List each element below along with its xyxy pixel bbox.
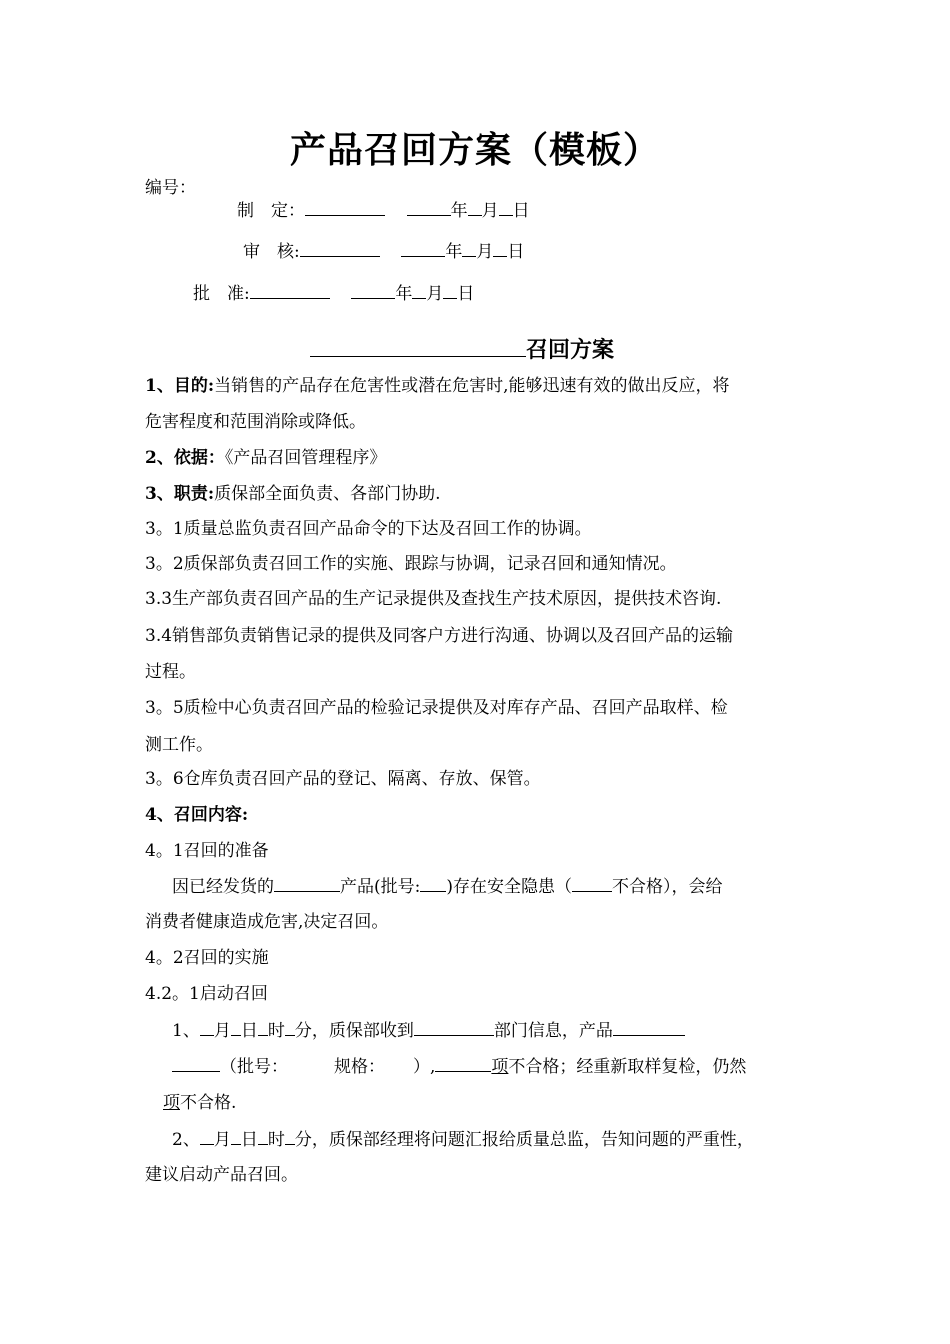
day-label: 日: [457, 284, 475, 304]
section-3-label: 3、职责:: [145, 484, 215, 504]
review-row: [243, 239, 524, 264]
item-3-4-line-2: 过程。: [145, 662, 196, 682]
made-day-blank: [499, 198, 513, 216]
approve-row: [193, 281, 474, 306]
hour-blank: [258, 1127, 268, 1145]
day-blank: [231, 1127, 241, 1145]
section-2-label: 2、依据：: [145, 448, 225, 468]
section-1-text: 当销售的产品存在危害性或潜在危害时,能够迅速有效的做出反应，将: [214, 376, 730, 396]
hour-label: 时: [267, 1130, 285, 1150]
items-label: 项: [491, 1057, 509, 1077]
section-4-label: 4、召回内容:: [145, 805, 249, 825]
section-3-text: 质保部全面负责、各部门协助.: [214, 484, 441, 504]
item-4-1: 4。1召回的准备: [145, 841, 269, 861]
day-label: 日: [240, 1130, 258, 1150]
item-3-4-line-1: 3.4销售部负责销售记录的提供及同客户方进行沟通、协调以及召回产品的运输: [145, 626, 734, 646]
section-2: [145, 446, 386, 470]
review-day-blank: [493, 239, 507, 257]
step-2-number: 2、: [172, 1130, 200, 1150]
number-label: 编号：: [145, 178, 196, 198]
product-blank: [274, 874, 340, 892]
step-1-line-2: [172, 1054, 746, 1079]
item-4-2: 4。2召回的实施: [145, 948, 269, 968]
section-1-label: 1、目的:: [145, 376, 215, 396]
year-label: 年: [450, 201, 468, 221]
prep-line-2: 消费者健康造成危害,决定召回。: [145, 912, 389, 932]
review-month-blank: [462, 239, 476, 257]
item-3-6: 3。6仓库负责召回产品的登记、隔离、存放、保管。: [145, 769, 541, 789]
month-label: 月: [481, 201, 499, 221]
item-4-2-1: 4.2。1启动召回: [145, 984, 268, 1004]
document-title: 产品召回方案（模板）: [289, 129, 660, 171]
day-label: 日: [507, 242, 525, 262]
month-label: 月: [213, 1130, 231, 1150]
step-2-line-2: 建议启动产品召回。: [145, 1165, 298, 1185]
prep-text-b: 产品(批号:: [340, 877, 421, 897]
step-1-line-1: [172, 1018, 685, 1043]
section-2-text: 《产品召回管理程序》: [224, 448, 387, 468]
minute-blank: [285, 1018, 295, 1036]
step-1-text-a: 分，质保部收到: [294, 1021, 414, 1041]
prep-text-d: 不合格），会给: [612, 877, 723, 897]
hour-blank: [258, 1018, 268, 1036]
prep-text-a: 因已经发货的: [172, 877, 274, 897]
made-label: 制 定：: [237, 201, 305, 221]
section-3: [145, 482, 441, 506]
step-2-text: 分，质保部经理将问题汇报给质量总监，告知问题的严重性，: [294, 1130, 754, 1150]
step-1-line-3: [163, 1091, 236, 1115]
approve-year-blank: [351, 281, 395, 299]
month-label: 月: [426, 284, 444, 304]
step-1-text-c: 不合格；经重新取样复检，仍然: [508, 1057, 747, 1077]
step-1-number: 1、: [172, 1021, 200, 1041]
department-blank: [414, 1018, 494, 1036]
paren-close: ）,: [413, 1057, 436, 1077]
month-label: 月: [213, 1021, 231, 1041]
approve-day-blank: [443, 281, 457, 299]
section-1-line-1: [145, 374, 730, 398]
item-3-5-line-2: 测工作。: [145, 735, 213, 755]
approve-signature-blank: [250, 281, 330, 299]
items-label: 项: [163, 1093, 180, 1113]
item-3-2: 3。2质保部负责召回工作的实施、跟踪与协调，记录召回和通知情况。: [145, 554, 677, 574]
batch-blank: [420, 874, 446, 892]
year-label: 年: [395, 284, 413, 304]
approve-month-blank: [412, 281, 426, 299]
step-1-text-d: 不合格.: [180, 1093, 237, 1113]
item-3-3: 3.3生产部负责召回产品的生产记录提供及查找生产技术原因，提供技术咨询.: [145, 589, 722, 609]
items-blank: [435, 1054, 491, 1072]
review-signature-blank: [300, 239, 380, 257]
product-blank: [613, 1018, 685, 1036]
plan-subtitle: [310, 334, 614, 365]
made-signature-blank: [305, 198, 385, 216]
made-year-blank: [407, 198, 451, 216]
product-name-blank: [310, 334, 526, 357]
review-label: 审 核:: [243, 242, 300, 262]
made-row: [237, 198, 530, 223]
day-label: 日: [240, 1021, 258, 1041]
day-blank: [231, 1018, 241, 1036]
item-3-5-line-1: 3。5质检中心负责召回产品的检验记录提供及对库存产品、召回产品取样、检: [145, 698, 728, 718]
subtitle-text: 召回方案: [526, 337, 615, 363]
product-blank-cont: [172, 1054, 220, 1072]
prep-line-1: [172, 874, 723, 899]
hour-label: 时: [267, 1021, 285, 1041]
prep-text-c: )存在安全隐患（: [446, 877, 573, 897]
spec-label: 规格：: [334, 1057, 385, 1077]
step-1-text-b: 部门信息，产品: [493, 1021, 613, 1041]
approve-label: 批 准:: [193, 284, 250, 304]
review-year-blank: [401, 239, 445, 257]
month-blank: [200, 1127, 214, 1145]
defect-blank: [572, 874, 612, 892]
step-2-line-1: [172, 1127, 754, 1152]
month-label: 月: [476, 242, 494, 262]
made-month-blank: [468, 198, 482, 216]
month-blank: [200, 1018, 214, 1036]
section-1-line-2: 危害程度和范围消除或降低。: [145, 412, 366, 432]
minute-blank: [285, 1127, 295, 1145]
item-3-1: 3。1质量总监负责召回产品命令的下达及召回工作的协调。: [145, 519, 592, 539]
batch-label: （批号：: [220, 1057, 288, 1077]
year-label: 年: [445, 242, 463, 262]
day-label: 日: [512, 201, 530, 221]
